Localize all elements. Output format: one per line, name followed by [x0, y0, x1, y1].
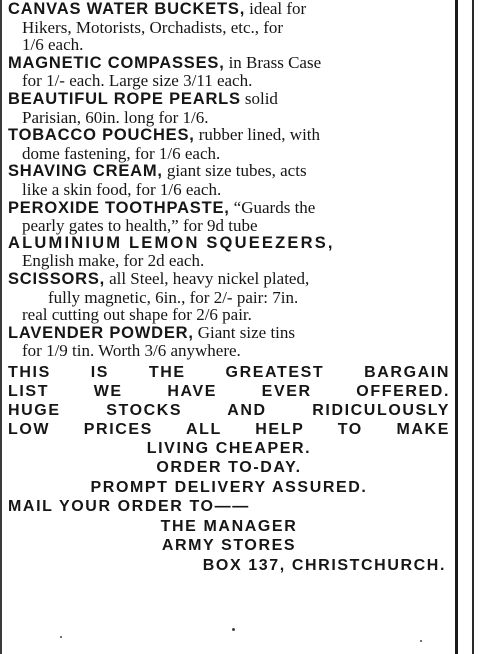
item-shaving-cream [8, 162, 450, 198]
right-column-rule [455, 0, 458, 654]
item-rope-pearls [8, 90, 450, 126]
notice-end: LIVING CHEAPER. [146, 439, 312, 457]
advertisement-column [8, 0, 450, 654]
item-heading: SHAVING CREAM, [8, 162, 163, 181]
item-text: Parisian, 60in. long for 1/6. [22, 107, 209, 127]
print-speck [420, 640, 422, 642]
item-heading: ALUMINIUM LEMON SQUEEZERS, [8, 233, 335, 252]
item-text: Giant size tins [197, 322, 296, 342]
item-text: fully magnetic, 6in., for 2/- pair: 7in. [48, 287, 299, 307]
item-heading: LAVENDER POWDER, [8, 323, 194, 342]
item-text: for 1/9 tin. Worth 3/6 anywhere. [22, 341, 241, 361]
item-lavender-powder [8, 324, 450, 360]
notice-line: THIS IS THE GREATEST BARGAIN [8, 363, 450, 381]
item-text: for 1/- each. Large size 3/11 each. [22, 71, 253, 91]
print-speck [60, 636, 62, 638]
item-heading: BEAUTIFUL ROPE PEARLS [8, 89, 241, 108]
item-text: like a skin food, for 1/6 each. [22, 179, 222, 199]
item-heading: TOBACCO POUCHES, [8, 126, 195, 145]
item-text: Hikers, Motorists, Orchadists, etc., for [22, 17, 284, 37]
item-text: giant size tubes, acts [166, 161, 307, 181]
notice-line: HUGE STOCKS AND RIDICULOUSLY [8, 401, 450, 419]
left-column-rule [0, 0, 2, 654]
item-heading: SCISSORS, [8, 269, 106, 288]
item-text: English make, for 2d each. [22, 251, 205, 271]
item-text: solid [244, 88, 278, 108]
far-right-rule [472, 0, 474, 654]
item-text: dome fastening, for 1/6 each. [22, 143, 221, 163]
item-text: 1/6 each. [22, 35, 84, 55]
item-tobacco-pouches [8, 126, 450, 162]
item-text: in Brass Case [228, 52, 322, 72]
item-scissors [8, 270, 450, 324]
prompt-delivery: PROMPT DELIVERY ASSURED. [90, 478, 368, 496]
item-text: real cutting out shape for 2/6 pair. [22, 305, 252, 325]
item-heading: MAGNETIC COMPASSES, [8, 53, 225, 72]
item-text: “Guards the [233, 197, 316, 217]
item-peroxide-toothpaste [8, 199, 450, 235]
notice-line: LIST WE HAVE EVER OFFERED. [8, 382, 450, 400]
mail-order-line: MAIL YOUR ORDER TO—— [8, 498, 250, 516]
address-stores: ARMY STORES [161, 537, 297, 555]
address-manager: THE MANAGER [160, 517, 298, 535]
item-text: all Steel, heavy nickel plated, [109, 268, 310, 288]
address-box: BOX 137, CHRISTCHURCH. [202, 556, 446, 574]
item-heading: PEROXIDE TOOTHPASTE, [8, 198, 230, 217]
item-canvas-water-buckets [8, 0, 450, 54]
print-speck [232, 628, 235, 631]
order-today: ORDER TO-DAY. [156, 459, 302, 477]
item-text: rubber lined, with [198, 125, 321, 145]
item-magnetic-compasses [8, 54, 450, 90]
item-text: pearly gates to health,” for 9d tube [22, 216, 258, 236]
item-text: ideal for [249, 0, 307, 18]
item-lemon-squeezers [8, 235, 450, 270]
item-heading: CANVAS WATER BUCKETS, [8, 0, 246, 18]
notice-line: LOW PRICES ALL HELP TO MAKE [8, 420, 450, 438]
